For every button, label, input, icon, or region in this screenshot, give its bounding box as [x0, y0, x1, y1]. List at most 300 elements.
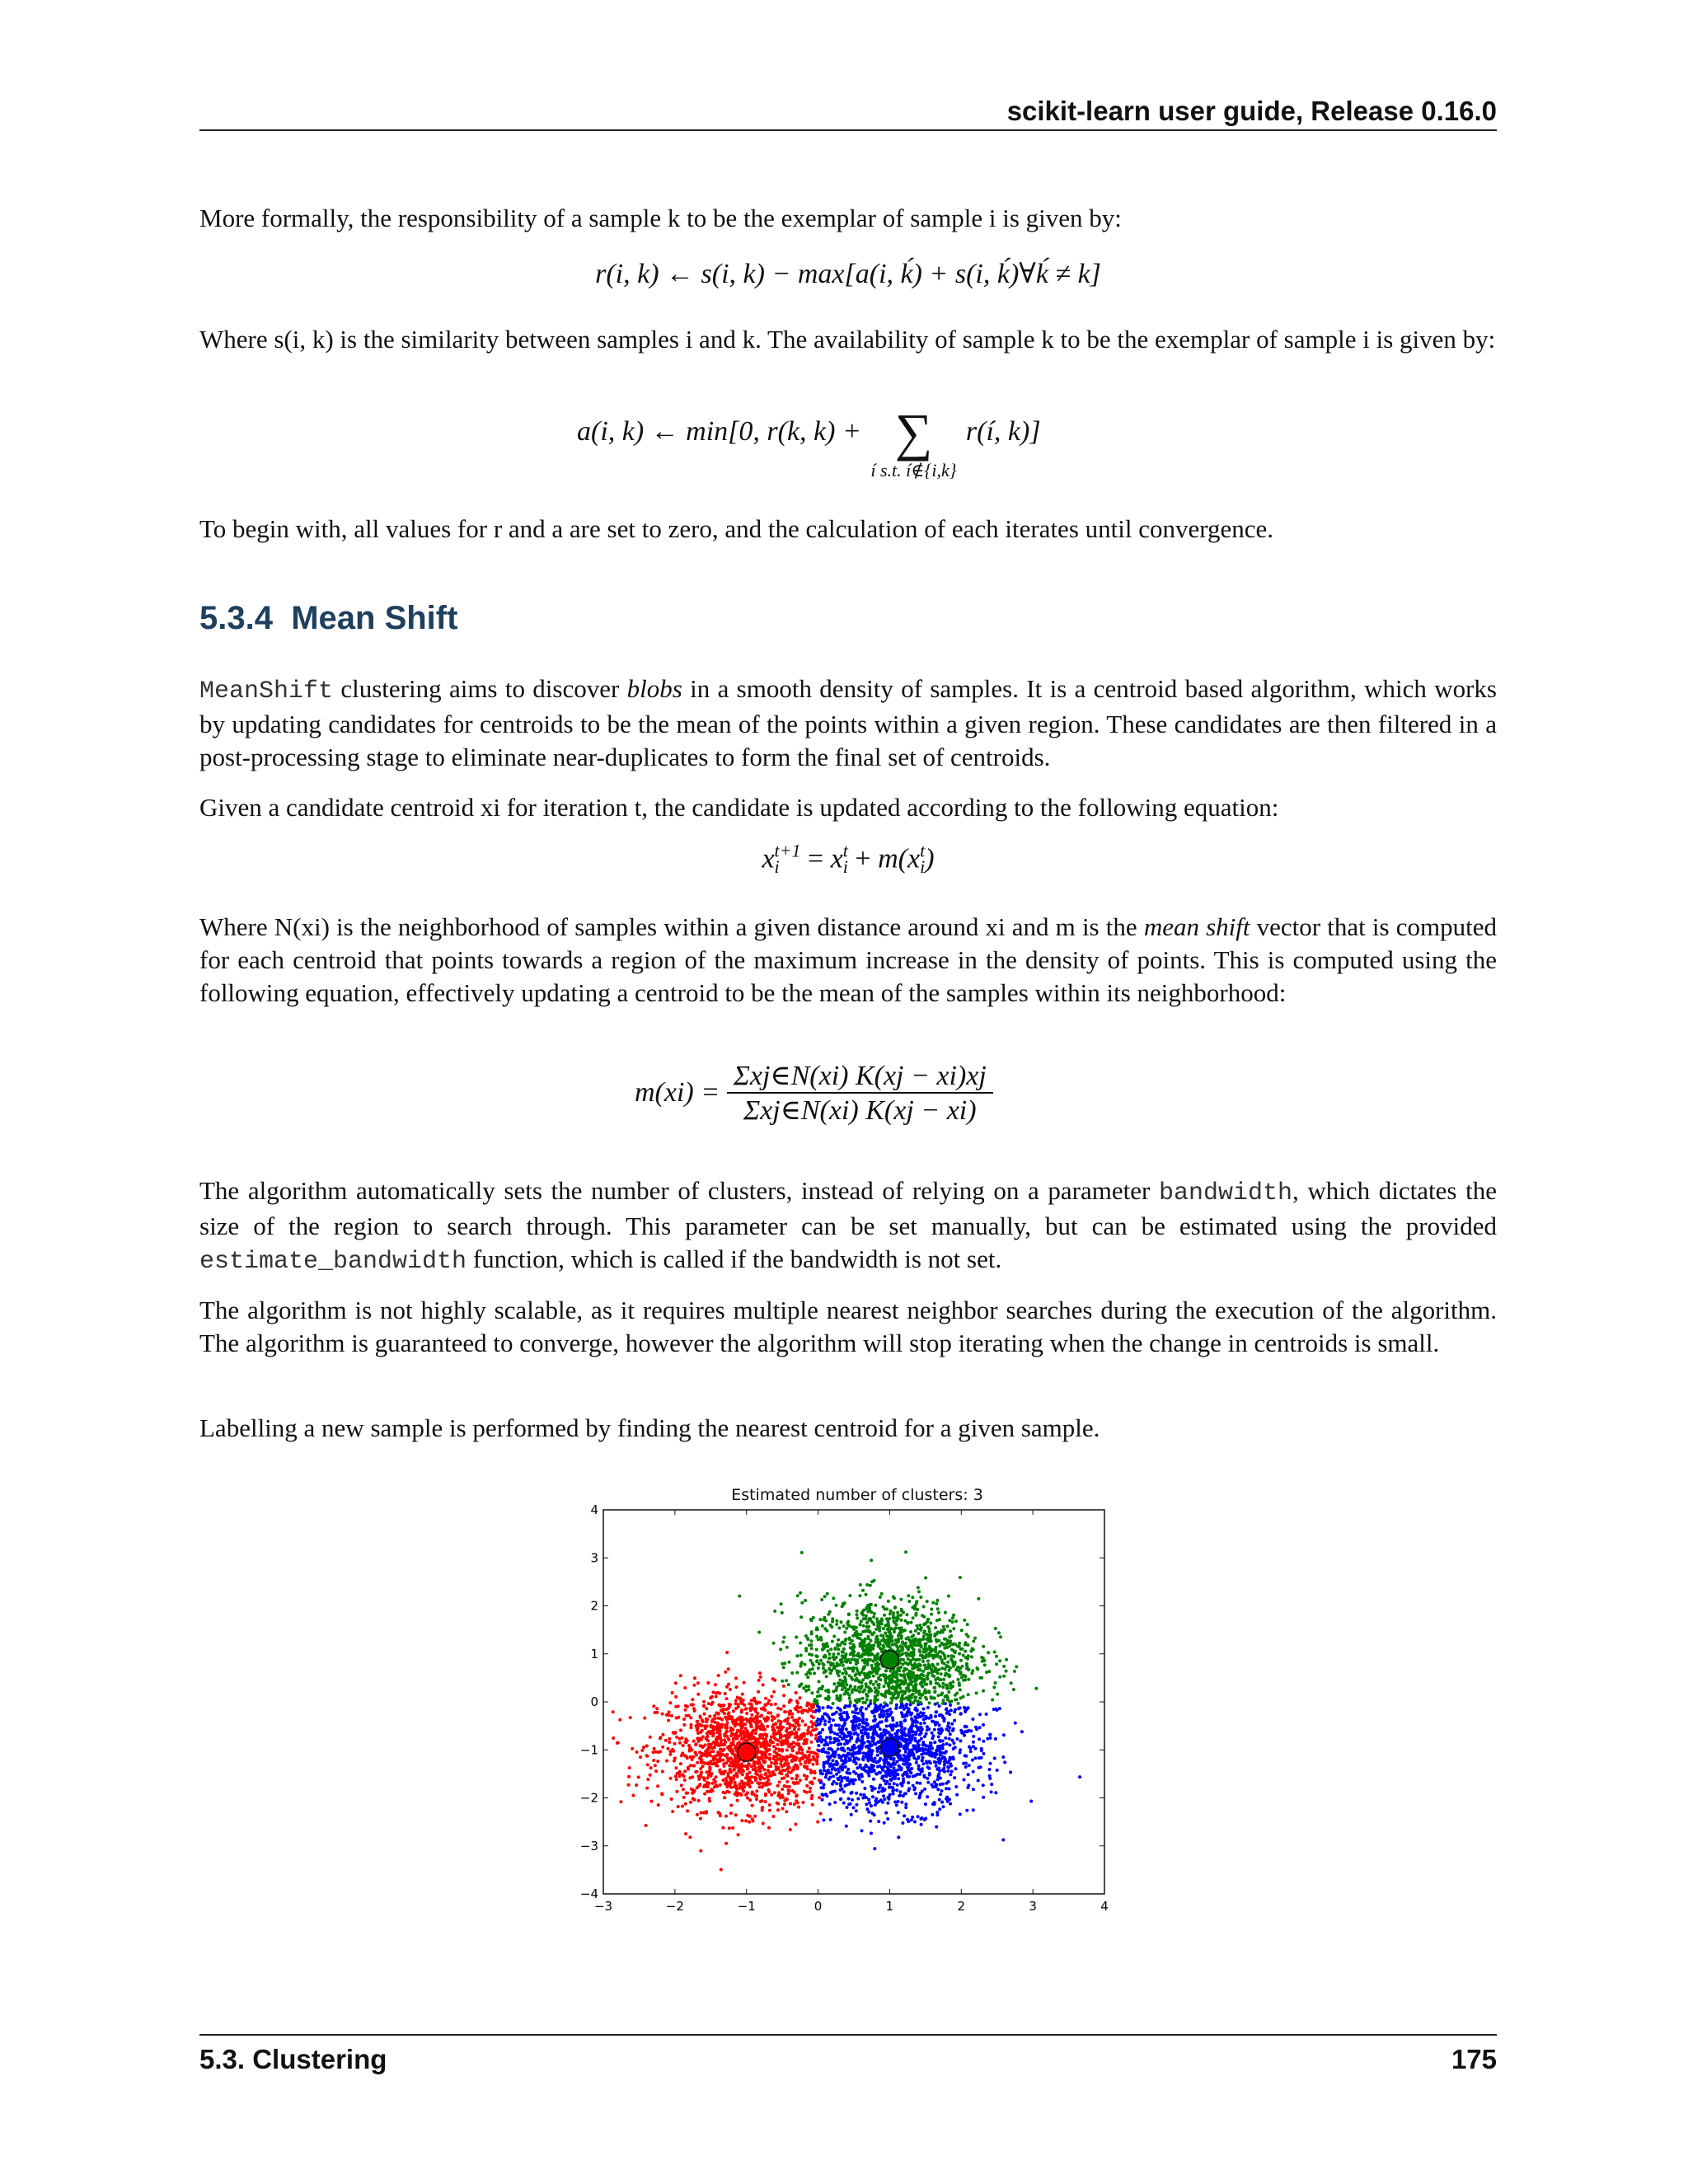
scatter-point [702, 1700, 706, 1704]
scatter-point [725, 1730, 729, 1733]
scatter-point [896, 1611, 899, 1615]
scatter-point [931, 1663, 935, 1666]
scatter-point [821, 1798, 824, 1802]
scatter-point [990, 1790, 993, 1793]
scatter-point [907, 1763, 911, 1766]
scatter-point [631, 1794, 635, 1797]
scatter-point [755, 1701, 758, 1704]
scatter-point [715, 1695, 718, 1699]
scatter-point [858, 1699, 861, 1703]
scatter-point [910, 1621, 913, 1624]
scatter-point [744, 1819, 748, 1822]
scatter-point [854, 1708, 857, 1711]
scatter-point [765, 1718, 768, 1721]
scatter-point [944, 1751, 947, 1755]
scatter-point [926, 1636, 930, 1639]
scatter-point [705, 1707, 708, 1710]
scatter-point [884, 1681, 888, 1685]
scatter-point [936, 1607, 940, 1610]
scatter-point [779, 1754, 782, 1757]
scatter-point [837, 1707, 840, 1710]
scatter-point [719, 1783, 722, 1787]
scatter-point [656, 1784, 659, 1788]
scatter-point [938, 1656, 941, 1659]
scatter-point [860, 1713, 864, 1717]
scatter-point [818, 1796, 821, 1799]
scatter-point [861, 1718, 865, 1721]
scatter-point [786, 1722, 790, 1725]
scatter-point [781, 1777, 784, 1780]
scatter-point [860, 1829, 864, 1832]
scatter-point [776, 1757, 780, 1760]
scatter-point [920, 1694, 923, 1697]
scatter-point [683, 1779, 687, 1782]
scatter-point [931, 1732, 934, 1735]
scatter-point [889, 1610, 893, 1613]
scatter-point [740, 1819, 743, 1822]
scatter-point [790, 1713, 794, 1716]
scatter-point [927, 1639, 931, 1643]
scatter-point [926, 1706, 930, 1709]
scatter-point [900, 1767, 903, 1770]
scatter-point [933, 1780, 936, 1783]
scatter-point [799, 1591, 802, 1595]
scatter-point [980, 1749, 983, 1752]
scatter-point [951, 1616, 954, 1619]
scatter-point [851, 1690, 854, 1694]
scatter-point [910, 1767, 913, 1770]
scatter-point [820, 1598, 823, 1601]
scatter-point [712, 1728, 715, 1732]
scatter-point [899, 1614, 903, 1617]
scatter-point [887, 1762, 890, 1765]
scatter-point [767, 1826, 771, 1830]
scatter-point [785, 1679, 788, 1682]
scatter-point [804, 1760, 807, 1764]
scatter-point [729, 1811, 733, 1815]
scatter-point [931, 1734, 935, 1737]
scatter-point [729, 1804, 733, 1807]
scatter-point [884, 1669, 888, 1672]
scatter-point [908, 1732, 912, 1735]
scatter-point [907, 1657, 910, 1661]
scatter-point [855, 1666, 858, 1670]
scatter-point [917, 1632, 921, 1635]
scatter-point [881, 1694, 884, 1697]
scatter-point [857, 1727, 860, 1730]
scatter-point [849, 1661, 852, 1664]
scatter-point [898, 1673, 902, 1676]
scatter-point [819, 1781, 823, 1784]
scatter-point [781, 1611, 784, 1615]
scatter-point [653, 1747, 656, 1750]
scatter-point [999, 1635, 1002, 1638]
scatter-point [661, 1746, 664, 1749]
scatter-point [688, 1835, 692, 1839]
scatter-point [737, 1833, 740, 1836]
scatter-point [954, 1668, 958, 1671]
scatter-point [927, 1655, 931, 1658]
scatter-point [825, 1675, 828, 1678]
scatter-point [800, 1601, 804, 1605]
scatter-point [804, 1649, 808, 1652]
scatter-point [718, 1733, 721, 1736]
scatter-point [944, 1657, 947, 1660]
scatter-point [841, 1688, 844, 1691]
scatter-point [842, 1647, 846, 1651]
scatter-point [880, 1720, 884, 1723]
x-tick-label: 3 [1029, 1899, 1037, 1914]
scatter-point [771, 1815, 775, 1818]
scatter-point [880, 1766, 884, 1769]
scatter-point [904, 1550, 907, 1554]
scatter-point [768, 1809, 771, 1812]
scatter-point [701, 1729, 704, 1732]
scatter-point [654, 1769, 658, 1773]
scatter-point [871, 1795, 874, 1798]
scatter-point [965, 1662, 968, 1666]
scatter-point [688, 1746, 692, 1750]
scatter-point [964, 1730, 968, 1733]
scatter-point [639, 1755, 642, 1759]
scatter-point [806, 1728, 809, 1732]
scatter-point [874, 1742, 877, 1746]
scatter-point [753, 1699, 756, 1702]
scatter-point [935, 1638, 938, 1642]
scatter-point [800, 1752, 804, 1755]
scatter-point [819, 1638, 823, 1642]
scatter-point [806, 1767, 809, 1770]
scatter-point [723, 1733, 726, 1736]
scatter-point [682, 1723, 686, 1727]
scatter-point [947, 1766, 950, 1769]
text-run: in a smooth density of samples. It is a centroid based algorithm, which works by updating candidates for centroids to be the mean of the points within a given region. These candidates are then filtered in a post-processing stage to eliminate near-duplicates to form the final set of centroids. [199, 674, 1497, 771]
scatter-point [724, 1761, 728, 1765]
scatter-point [810, 1647, 814, 1650]
scatter-point [702, 1704, 706, 1708]
scatter-point [965, 1809, 968, 1812]
scatter-point [974, 1726, 978, 1729]
scatter-point [879, 1727, 882, 1731]
scatter-point [818, 1736, 821, 1739]
scatter-point [708, 1769, 711, 1773]
scatter-point [788, 1789, 791, 1793]
scatter-point [957, 1645, 960, 1648]
scatter-point [920, 1753, 923, 1756]
scatter-point [926, 1647, 929, 1651]
y-tick-label: 0 [590, 1694, 598, 1709]
scatter-point [643, 1717, 646, 1720]
scatter-point [962, 1654, 965, 1657]
scatter-point [699, 1849, 702, 1853]
scatter-point [853, 1757, 856, 1760]
scatter-point [938, 1798, 941, 1802]
scatter-point [753, 1737, 757, 1741]
scatter-point [844, 1765, 847, 1769]
scatter-point [734, 1676, 738, 1680]
scatter-point [844, 1704, 847, 1708]
scatter-point [926, 1781, 930, 1784]
scatter-point [710, 1703, 713, 1706]
scatter-point [832, 1682, 836, 1685]
paragraph-bandwidth [199, 1174, 1497, 1278]
scatter-point [831, 1713, 834, 1716]
scatter-point [873, 1669, 876, 1672]
scatter-point [970, 1671, 973, 1675]
scatter-point [762, 1741, 766, 1745]
paragraph-candidate-update: Given a candidate centroid xi for iteration t, the candidate is updated according to the following equation: [199, 793, 1279, 822]
scatter-point [881, 1775, 884, 1779]
scatter-point [928, 1630, 931, 1633]
scatter-point [883, 1607, 886, 1610]
scatter-point [689, 1716, 692, 1719]
scatter-point [673, 1731, 677, 1734]
x-tick-label: 1 [885, 1899, 894, 1914]
scatter-point [723, 1712, 726, 1715]
scatter-point [779, 1796, 782, 1799]
scatter-point [745, 1712, 748, 1715]
scatter-point [875, 1672, 879, 1675]
scatter-point [938, 1723, 941, 1727]
scatter-point [782, 1694, 785, 1697]
scatter-point [640, 1749, 644, 1752]
scatter-point [872, 1644, 875, 1647]
scatter-point [711, 1734, 715, 1737]
scatter-point [859, 1687, 862, 1690]
scatter-point [813, 1728, 816, 1732]
scatter-point [921, 1614, 924, 1617]
scatter-point [840, 1641, 843, 1644]
scatter-point [807, 1726, 810, 1729]
scatter-point [938, 1644, 941, 1647]
code-bandwidth[interactable]: bandwidth [1158, 1179, 1292, 1207]
scatter-point [897, 1755, 900, 1759]
scatter-point [729, 1778, 732, 1781]
scatter-point [863, 1787, 866, 1790]
scatter-point [799, 1642, 802, 1645]
scatter-point [754, 1772, 757, 1775]
scatter-point [734, 1707, 738, 1710]
scatter-point [817, 1744, 820, 1747]
scatter-point [846, 1771, 849, 1774]
scatter-point [925, 1745, 928, 1748]
scatter-point [1014, 1722, 1017, 1725]
scatter-point [896, 1666, 899, 1670]
scatter-point [839, 1797, 842, 1801]
scatter-point [722, 1759, 725, 1762]
scatter-point [1010, 1681, 1013, 1685]
chart-title: Estimated number of clusters: 3 [731, 1486, 983, 1504]
scatter-point [1005, 1670, 1008, 1673]
scatter-point [888, 1783, 891, 1786]
scatter-point [808, 1746, 811, 1750]
scatter-point [881, 1801, 884, 1804]
scatter-point [914, 1629, 917, 1633]
scatter-point [936, 1682, 940, 1685]
scatter-point [937, 1694, 940, 1697]
scatter-point [889, 1765, 893, 1768]
scatter-point [832, 1635, 836, 1638]
scatter-point [958, 1642, 961, 1645]
scatter-point [885, 1617, 889, 1620]
scatter-point [727, 1713, 730, 1716]
scatter-point [831, 1640, 834, 1643]
scatter-point [893, 1782, 896, 1785]
scatter-point [897, 1640, 900, 1643]
scatter-point [683, 1686, 687, 1690]
equation-mean-shift-fraction [727, 1059, 993, 1127]
scatter-point [811, 1803, 814, 1807]
scatter-point [795, 1799, 798, 1802]
scatter-point [781, 1726, 785, 1729]
scatter-point [929, 1651, 932, 1654]
scatter-point [839, 1755, 842, 1759]
scatter-point [883, 1674, 886, 1677]
scatter-point [985, 1671, 988, 1674]
scatter-point [722, 1704, 725, 1707]
scatter-point [856, 1616, 859, 1619]
scatter-point [862, 1624, 865, 1628]
scatter-point [835, 1782, 838, 1785]
scatter-point [892, 1758, 895, 1761]
scatter-point [919, 1722, 922, 1725]
scatter-point [982, 1659, 986, 1662]
scatter-point [838, 1735, 842, 1738]
scatter-point [921, 1684, 924, 1687]
scatter-point [870, 1788, 874, 1792]
scatter-point [862, 1758, 865, 1761]
scatter-point [995, 1655, 998, 1658]
scatter-point [870, 1832, 873, 1835]
scatter-point [934, 1715, 937, 1718]
scatter-point [876, 1683, 879, 1686]
scatter-point [722, 1779, 725, 1782]
scatter-point [759, 1764, 762, 1767]
scatter-point [865, 1652, 868, 1655]
scatter-point [965, 1633, 968, 1636]
scatter-point [872, 1631, 875, 1634]
scatter-point [869, 1584, 872, 1587]
scatter-point [871, 1711, 874, 1714]
scatter-point [873, 1654, 876, 1657]
scatter-point [869, 1770, 872, 1774]
code-estimate-bandwidth[interactable]: estimate_bandwidth [199, 1248, 467, 1276]
scatter-point [865, 1583, 869, 1586]
scatter-point [696, 1761, 699, 1765]
scatter-point [903, 1719, 906, 1722]
scatter-point [959, 1688, 962, 1691]
scatter-point [806, 1675, 809, 1679]
scatter-point [738, 1717, 741, 1720]
scatter-point [918, 1668, 921, 1671]
scatter-point [673, 1756, 677, 1760]
scatter-point [841, 1605, 844, 1608]
scatter-point [866, 1625, 870, 1629]
scatter-point [922, 1634, 926, 1638]
scatter-point [952, 1655, 955, 1658]
scatter-point [1020, 1730, 1024, 1733]
scatter-point [780, 1708, 783, 1711]
scatter-point [911, 1722, 914, 1726]
scatter-point [998, 1675, 1001, 1679]
scatter-point [917, 1627, 920, 1630]
scatter-point [865, 1718, 868, 1722]
scatter-point [878, 1621, 881, 1624]
scatter-point [876, 1657, 879, 1660]
scatter-point [722, 1765, 725, 1768]
scatter-point [954, 1785, 958, 1788]
scatter-point [847, 1613, 851, 1616]
scatter-point [679, 1762, 682, 1765]
scatter-point [926, 1777, 929, 1780]
scatter-point [839, 1775, 842, 1779]
paragraph-responsibility-intro: More formally, the responsibility of a sample k to be the exemplar of sample i is given by: [199, 204, 1122, 232]
scatter-point [904, 1806, 907, 1809]
scatter-point [791, 1724, 795, 1727]
scatter-point [873, 1719, 876, 1722]
scatter-point [959, 1659, 963, 1662]
scatter-point [895, 1734, 898, 1737]
scatter-point [790, 1671, 794, 1675]
scatter-point [706, 1681, 710, 1685]
scatter-point [649, 1800, 653, 1803]
scatter-point [735, 1722, 738, 1726]
scatter-point [763, 1728, 767, 1732]
scatter-point [645, 1754, 649, 1757]
scatter-point [897, 1693, 900, 1696]
scatter-point [832, 1774, 835, 1778]
scatter-point [912, 1730, 915, 1733]
scatter-point [776, 1784, 780, 1788]
scatter-point [826, 1645, 829, 1648]
scatter-point [804, 1723, 807, 1727]
code-meanshift[interactable]: MeanShift [199, 677, 334, 705]
scatter-point [948, 1737, 951, 1741]
scatter-point [843, 1675, 846, 1679]
scatter-point [931, 1785, 935, 1788]
scatter-point [772, 1745, 776, 1748]
scatter-point [935, 1753, 938, 1756]
scatter-point [897, 1634, 900, 1638]
scatter-point [988, 1733, 992, 1736]
scatter-point [766, 1725, 769, 1728]
scatter-point [809, 1708, 813, 1712]
scatter-point [696, 1720, 699, 1723]
scatter-point [862, 1609, 865, 1612]
scatter-point [893, 1671, 896, 1674]
scatter-point [762, 1745, 766, 1748]
scatter-point [783, 1799, 786, 1802]
scatter-point [782, 1636, 785, 1639]
scatter-point [824, 1670, 828, 1673]
y-tick-label: −3 [579, 1838, 598, 1854]
scatter-point [766, 1756, 769, 1760]
scatter-point [777, 1748, 781, 1751]
scatter-point [846, 1718, 849, 1721]
scatter-point [856, 1610, 859, 1613]
scatter-point [866, 1759, 870, 1762]
scatter-point [930, 1613, 933, 1616]
scatter-point [900, 1757, 903, 1760]
scatter-point [796, 1742, 799, 1746]
scatter-point [823, 1722, 827, 1726]
scatter-point [855, 1630, 858, 1633]
scatter-point [724, 1671, 727, 1674]
scatter-point [967, 1678, 970, 1681]
scatter-point [890, 1697, 893, 1700]
scatter-point [874, 1706, 877, 1709]
scatter-point [788, 1661, 791, 1664]
